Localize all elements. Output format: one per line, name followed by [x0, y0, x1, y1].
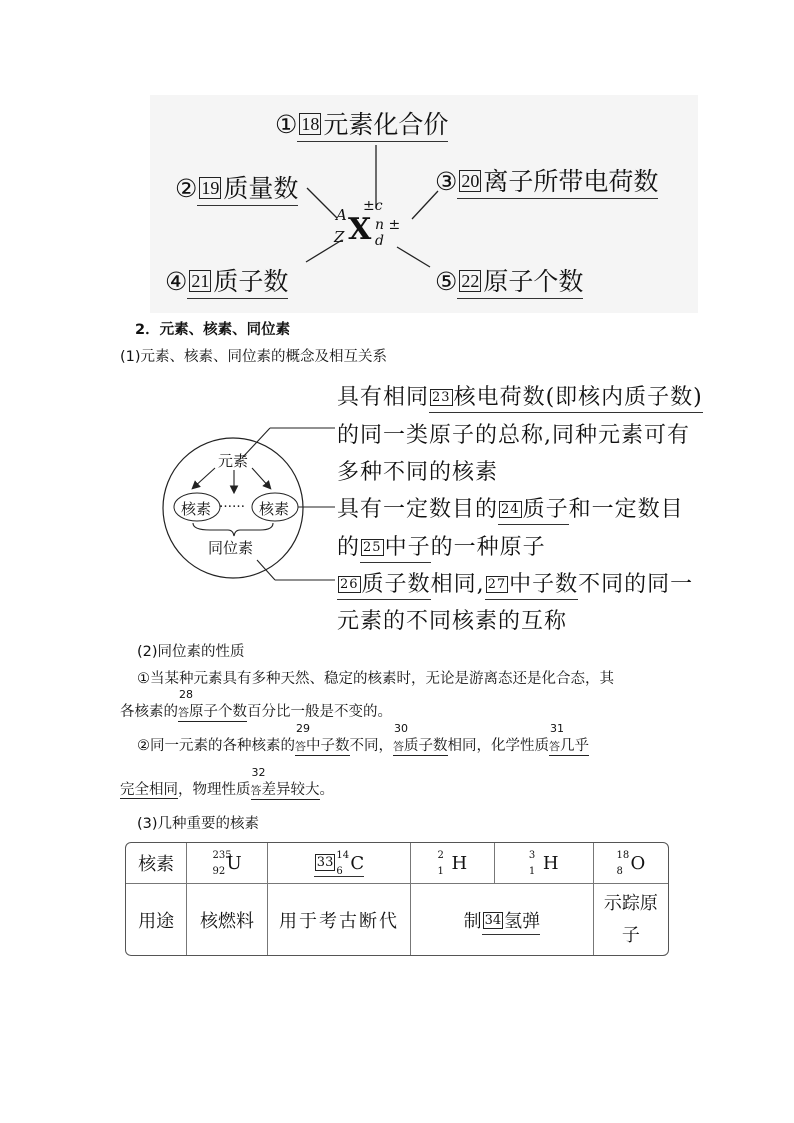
- line-atoms: [397, 247, 430, 267]
- use-cell: 用于考古断代: [268, 884, 411, 955]
- dots: ……: [219, 496, 245, 511]
- nuclide-cell: 2 1 H: [411, 843, 495, 884]
- nuclide-cell: 18 8 O: [594, 843, 668, 884]
- subheading-2: (2)同位素的性质: [137, 644, 245, 660]
- table-row-nuclides: [126, 843, 668, 884]
- symbol-A: A: [336, 206, 347, 224]
- symbol-Z: Z: [334, 228, 345, 246]
- label-proton-number: ④ 21 质子数: [165, 262, 288, 298]
- isotope-label: 同位素: [208, 539, 254, 557]
- nuclide-cell: 235 92 U: [187, 843, 268, 884]
- def-element-line1: 具有相同 23 核电荷数(即核内质子数): [337, 380, 703, 411]
- relationship-diagram: [150, 400, 350, 630]
- section-heading: 2．元素、核素、同位素: [135, 322, 291, 338]
- para2-line2: 完全相同，物理性质 32 答差异较大。: [120, 766, 334, 798]
- line-mass: [307, 188, 337, 218]
- symbol-diagram: [150, 95, 698, 313]
- def-nuclide-line1: 具有一定数目的 24 质子和一定数目: [337, 492, 684, 523]
- def-nuclide-line2: 的 25 中子的一种原子: [337, 530, 546, 561]
- symbol-d: d: [375, 233, 384, 249]
- label-ion-charge: ③ 20 离子所带电荷数: [435, 162, 658, 198]
- row-label: 核素: [126, 843, 187, 884]
- use-cell: 示踪原子: [603, 892, 658, 946]
- def-element-line2: 的同一类原子的总称,同种元素可有: [337, 423, 690, 448]
- element-label: 元素: [218, 452, 249, 470]
- use-cell: 核燃料: [187, 884, 268, 955]
- nuclide-cell: 33 14 6 C: [268, 843, 411, 884]
- subheading-1: (1)元素、核素、同位素的概念及相互关系: [120, 349, 388, 365]
- para2-line1: ②同一元素的各种核素的 29 答中子数不同， 30 答质子数相同，化学性质 31 答几乎: [137, 722, 589, 754]
- symbol-X: X: [348, 212, 372, 247]
- para1-line2: 各核素的 28 答原子个数百分比一般是不变的。: [120, 688, 392, 720]
- nuclide-cell: 3 1 H: [495, 843, 594, 884]
- row-label: 用途: [126, 884, 187, 955]
- subheading-3: (3)几种重要的核素: [137, 816, 260, 832]
- table-row-uses: [126, 884, 668, 955]
- use-cell: 制 34 氢弹: [411, 884, 594, 955]
- nuclide-label-left: 核素: [181, 500, 212, 518]
- def-isotope-line1: 26 质子数相同, 27 中子数不同的同一: [337, 567, 693, 598]
- def-element-line3: 多种不同的核素: [337, 460, 499, 485]
- para1-line1: ①当某种元素具有多种天然、稳定的核素时，无论是游离态还是化合态，其: [137, 671, 614, 687]
- label-valence: ① 18 元素化合价: [275, 105, 448, 141]
- nuclide-label-right: 核素: [259, 500, 290, 518]
- symbol-n: n ±: [375, 217, 401, 233]
- nuclides-table: [125, 842, 669, 956]
- def-isotope-line2: 元素的不同核素的互称: [337, 609, 568, 634]
- symbol-c: ±c: [363, 198, 383, 214]
- label-atom-count: ⑤ 22 原子个数: [435, 262, 583, 298]
- label-mass-number: ② 19 质量数: [175, 169, 298, 205]
